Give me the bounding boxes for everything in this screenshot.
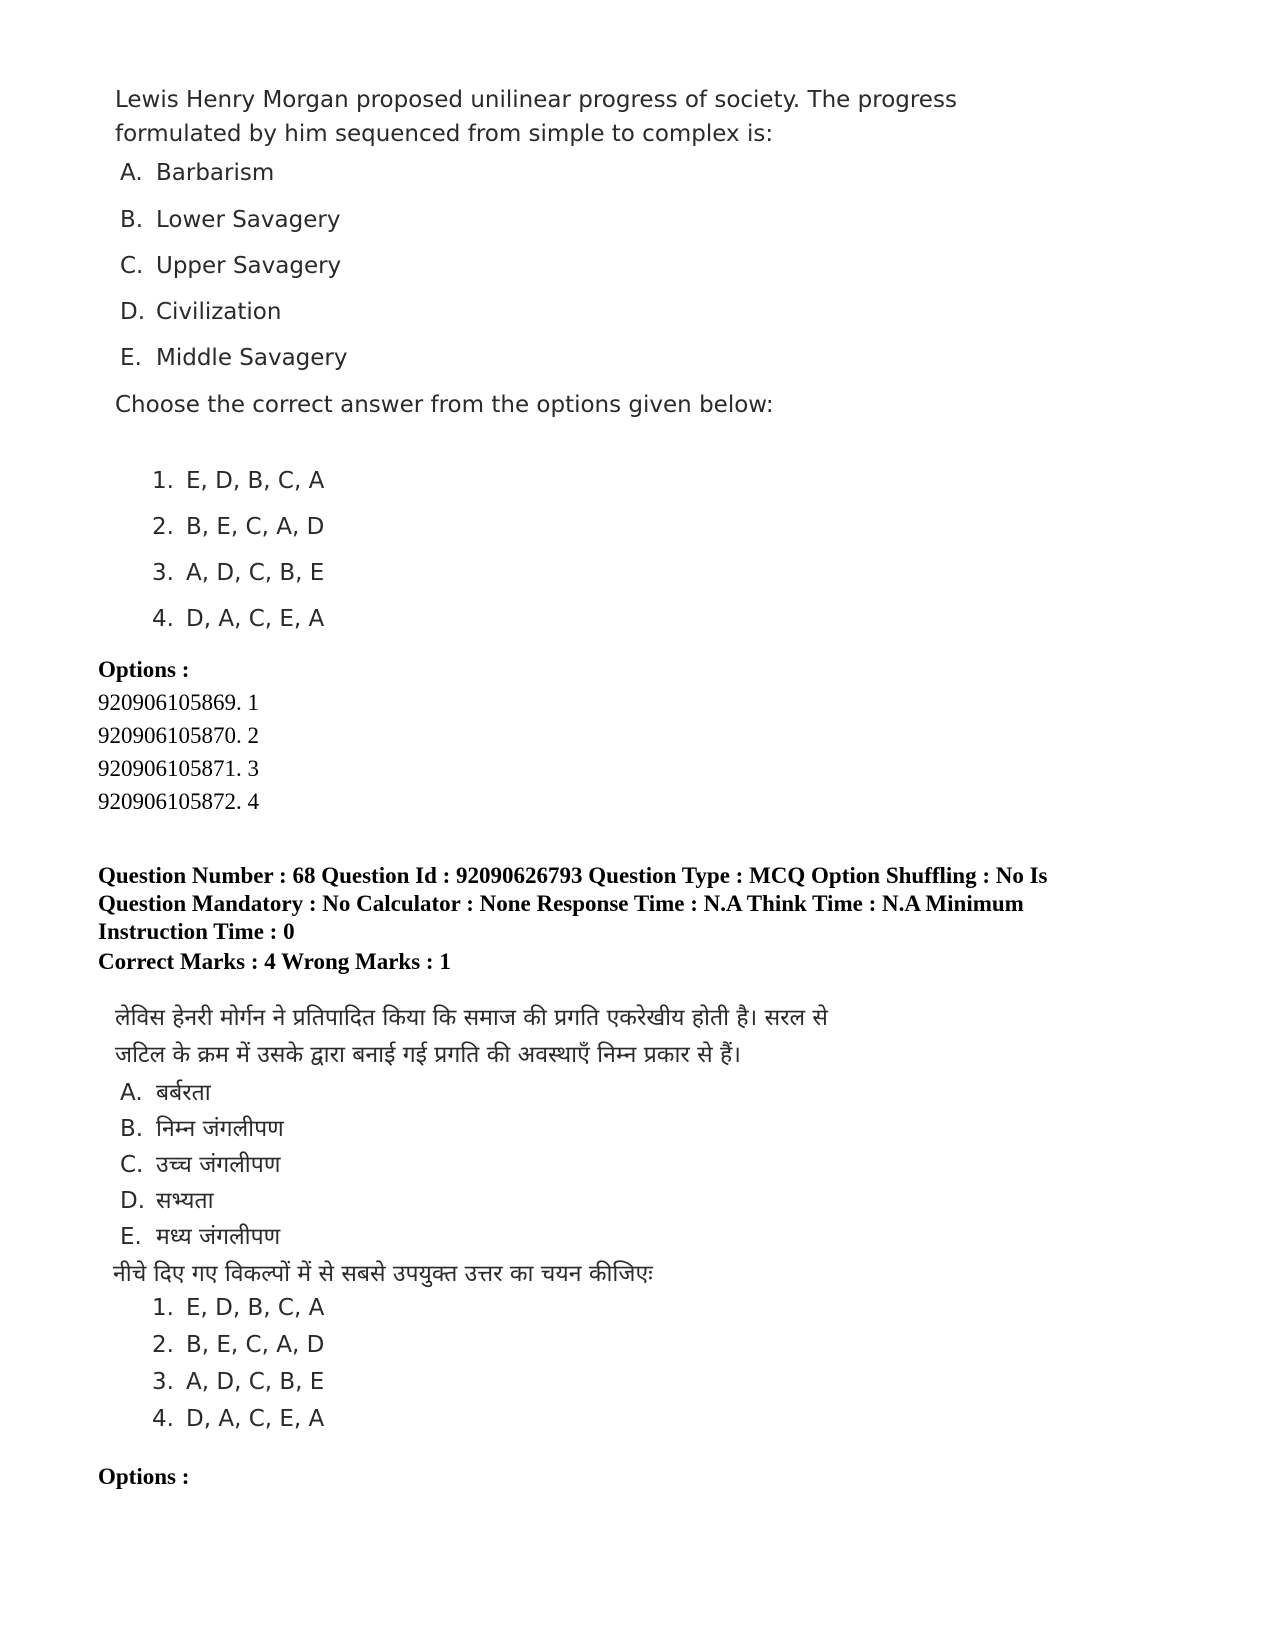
answer-text: A, D, C, B, E <box>186 1369 325 1395</box>
statement-item <box>120 1219 280 1251</box>
answer-label: 3. <box>152 1369 174 1395</box>
statement-text: बर्बरता <box>156 1080 211 1106</box>
statement-item <box>120 299 281 325</box>
statement-text: उच्च जंगलीपण <box>156 1152 281 1178</box>
answer-choice <box>152 468 324 494</box>
meta-line: Question Number : 68 Question Id : 92090626793 Question Type : MCQ Option Shuffling : No Is <box>98 863 1048 888</box>
question-68-meta <box>98 862 1048 946</box>
option-id-line: 920906105871. 3 <box>98 756 259 781</box>
answer-text: B, E, C, A, D <box>186 1332 325 1358</box>
marks-line: Correct Marks : 4 Wrong Marks : 1 <box>98 949 451 974</box>
statement-text: Lower Savagery <box>156 207 341 233</box>
answer-choice <box>152 1406 324 1432</box>
statement-text: Upper Savagery <box>156 253 342 279</box>
answer-choice <box>152 1295 324 1321</box>
statement-label: C. <box>120 253 144 279</box>
statement-item <box>120 345 348 371</box>
statement-label: E. <box>120 1224 142 1250</box>
statement-label: A. <box>120 160 143 186</box>
meta-line: Question Mandatory : No Calculator : None Response Time : N.A Think Time : N.A Minimum <box>98 891 1024 916</box>
statement-text: निम्न जंगलीपण <box>156 1116 284 1142</box>
statement-item <box>120 160 274 186</box>
statement-text: Barbarism <box>156 160 275 186</box>
statement-item <box>120 1111 284 1143</box>
question-line: जटिल के क्रम में उसके द्वारा बनाई गई प्रगति की अवस्थाएँ निम्न प्रकार से हैं। <box>115 1042 741 1068</box>
options-heading: Options : <box>98 1464 190 1489</box>
question-line: formulated by him sequenced from simple to complex is: <box>115 121 774 147</box>
answer-choice <box>152 1332 324 1358</box>
statement-label: E. <box>120 345 142 371</box>
statement-label: B. <box>120 1116 144 1142</box>
answer-label: 2. <box>152 514 174 540</box>
question-line: लेविस हेनरी मोर्गन ने प्रतिपादित किया कि समाज की प्रगति एकरेखीय होती है। सरल से <box>115 1005 828 1031</box>
statement-text: सभ्यता <box>156 1188 214 1214</box>
answer-text: D, A, C, E, A <box>186 1406 325 1432</box>
answer-label: 3. <box>152 560 174 586</box>
question-68-text <box>115 1000 828 1074</box>
statement-label: D. <box>120 1188 146 1214</box>
option-id-line: 920906105869. 1 <box>98 690 259 715</box>
question-67-text <box>115 83 957 151</box>
answer-choice <box>152 606 324 632</box>
answer-label: 2. <box>152 1332 174 1358</box>
statement-item <box>120 1147 280 1179</box>
meta-line: Instruction Time : 0 <box>98 919 295 944</box>
option-id-line: 920906105870. 2 <box>98 723 259 748</box>
answer-text: D, A, C, E, A <box>186 606 325 632</box>
answer-text: E, D, B, C, A <box>186 468 325 494</box>
instruction-text: Choose the correct answer from the options given below: <box>115 392 774 418</box>
answer-text: B, E, C, A, D <box>186 514 325 540</box>
question-line: Lewis Henry Morgan proposed unilinear progress of society. The progress <box>115 87 957 113</box>
options-heading: Options : <box>98 657 190 682</box>
statement-text: Civilization <box>156 299 282 325</box>
statement-item <box>120 1075 211 1107</box>
answer-label: 4. <box>152 606 174 632</box>
answer-label: 1. <box>152 1295 174 1321</box>
answer-label: 4. <box>152 1406 174 1432</box>
statement-text: Middle Savagery <box>156 345 348 371</box>
answer-text: A, D, C, B, E <box>186 560 325 586</box>
answer-choice <box>152 1369 324 1395</box>
statement-label: B. <box>120 207 144 233</box>
statement-text: मध्य जंगलीपण <box>156 1224 281 1250</box>
statement-label: D. <box>120 299 146 325</box>
statement-item <box>120 207 340 233</box>
statement-label: A. <box>120 1080 143 1106</box>
statement-item <box>120 1183 214 1215</box>
option-id-line: 920906105872. 4 <box>98 789 259 814</box>
statement-item <box>120 253 341 279</box>
answer-choice <box>152 514 324 540</box>
answer-text: E, D, B, C, A <box>186 1295 325 1321</box>
answer-label: 1. <box>152 468 174 494</box>
answer-choice <box>152 560 324 586</box>
instruction-text: नीचे दिए गए विकल्पों में से सबसे उपयुक्त उत्तर का चयन कीजिएः <box>113 1261 653 1287</box>
statement-label: C. <box>120 1152 144 1178</box>
